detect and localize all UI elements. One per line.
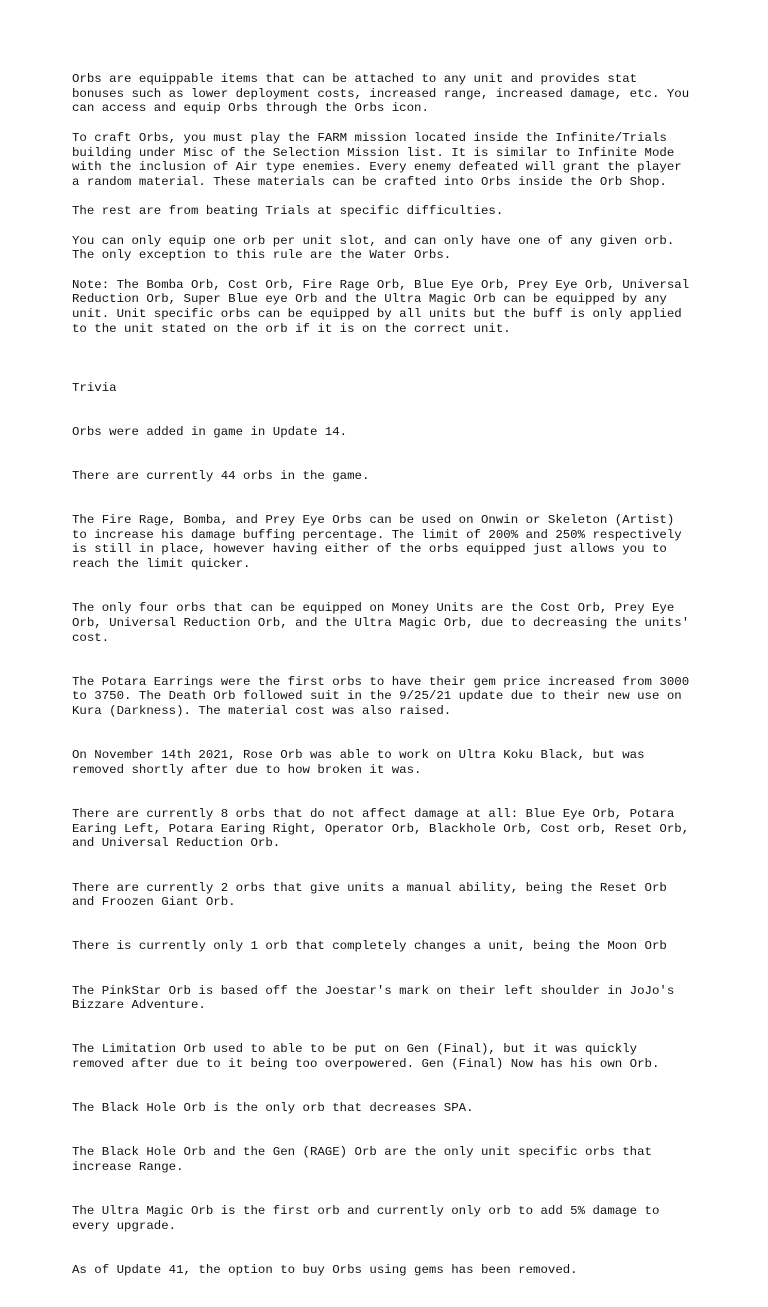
trivia-item: There are currently 2 orbs that give units a manual ability, being the Reset Orb and Froozen Giant Orb. — [72, 880, 667, 910]
trivia-item: The Fire Rage, Bomba, and Prey Eye Orbs can be used on Onwin or Skeleton (Artist) to increase his damage buffing percentage. The limit of 200% and 250% respectively is still in place, however having either of the orbs equipped just allows you to reach the limit quicker. — [72, 513, 682, 572]
trivia-item: The Limitation Orb used to able to be put on Gen (Final), but it was quickly removed after due to it being too overpowered. Gen (Final) Now has his own Orb. — [72, 1042, 660, 1072]
trivia-item: Orbs were added in game in Update 14. — [72, 424, 348, 439]
intro-paragraph-note: Note: The Bomba Orb, Cost Orb, Fire Rage Orb, Blue Eye Orb, Prey Eye Orb, Universal Reduction Orb, Super Blue eye Orb and the Ultra Magic Orb can be equipped by any unit. Unit specific orbs can be equipped by all units but the buff is only applied to the unit stated on the orb if it is on the correct unit. — [72, 277, 690, 336]
trivia-item: There are currently 8 orbs that do not affect damage at all: Blue Eye Orb, Potara Earing Left, Potara Earing Right, Operator Orb, Blackhole Orb, Cost orb, Reset Orb, and Universal Reduction Orb. — [72, 807, 690, 851]
trivia-item: On November 14th 2021, Rose Orb was able to work on Ultra Koku Black, but was removed shortly after due to how broken it was. — [72, 748, 645, 777]
trivia-heading: Trivia — [72, 380, 117, 395]
trivia-item: The Black Hole Orb is the only orb that decreases SPA. — [72, 1101, 474, 1116]
trivia-item: There is currently only 1 orb that completely changes a unit, being the Moon Orb — [72, 939, 667, 954]
trivia-section — [72, 351, 712, 1307]
trivia-item: The Ultra Magic Orb is the first orb and currently only orb to add 5% damage to every upgrade. — [72, 1204, 660, 1233]
intro-paragraph-crafting: To craft Orbs, you must play the FARM mission located inside the Infinite/Trials building under Misc of the Selection Mission list. It is similar to Infinite Mode with the inclusion of Air type enemies. Every enemy defeated will grant the player a random material. These materials can be crafted into Orbs inside the Orb Shop. — [72, 130, 682, 189]
trivia-item: The Potara Earrings were the first orbs to have their gem price increased from 3000 to 3750. The Death Orb followed suit in the 9/25/21 update due to their new use on Kura (Darkness). The material cost was also raised. — [72, 674, 690, 719]
intro-paragraph-orbs-overview: Orbs are equippable items that can be attached to any unit and provides stat bonuses such as lower deployment costs, increased range, increased damage, etc. You can access and equip Orbs through the Orbs icon. — [72, 72, 690, 116]
document-page — [72, 72, 712, 1307]
trivia-item: There are currently 44 orbs in the game. — [72, 468, 370, 483]
intro-paragraph-equip-limit: You can only equip one orb per unit slot, and can only have one of any given orb. The only exception to this rule are the Water Orbs. — [72, 233, 675, 263]
trivia-item: The PinkStar Orb is based off the Joestar's mark on their left shoulder in JoJo's Bizzare Adventure. — [72, 983, 675, 1013]
trivia-item: The Black Hole Orb and the Gen (RAGE) Orb are the only unit specific orbs that increase Range. — [72, 1145, 652, 1174]
intro-paragraph-trials: The rest are from beating Trials at specific difficulties. — [72, 204, 504, 219]
trivia-item: The only four orbs that can be equipped on Money Units are the Cost Orb, Prey Eye Orb, Universal Reduction Orb, and the Ultra Magic Orb, due to decreasing the units' cost. — [72, 601, 690, 645]
trivia-item: As of Update 41, the option to buy Orbs using gems has been removed. — [72, 1262, 578, 1277]
